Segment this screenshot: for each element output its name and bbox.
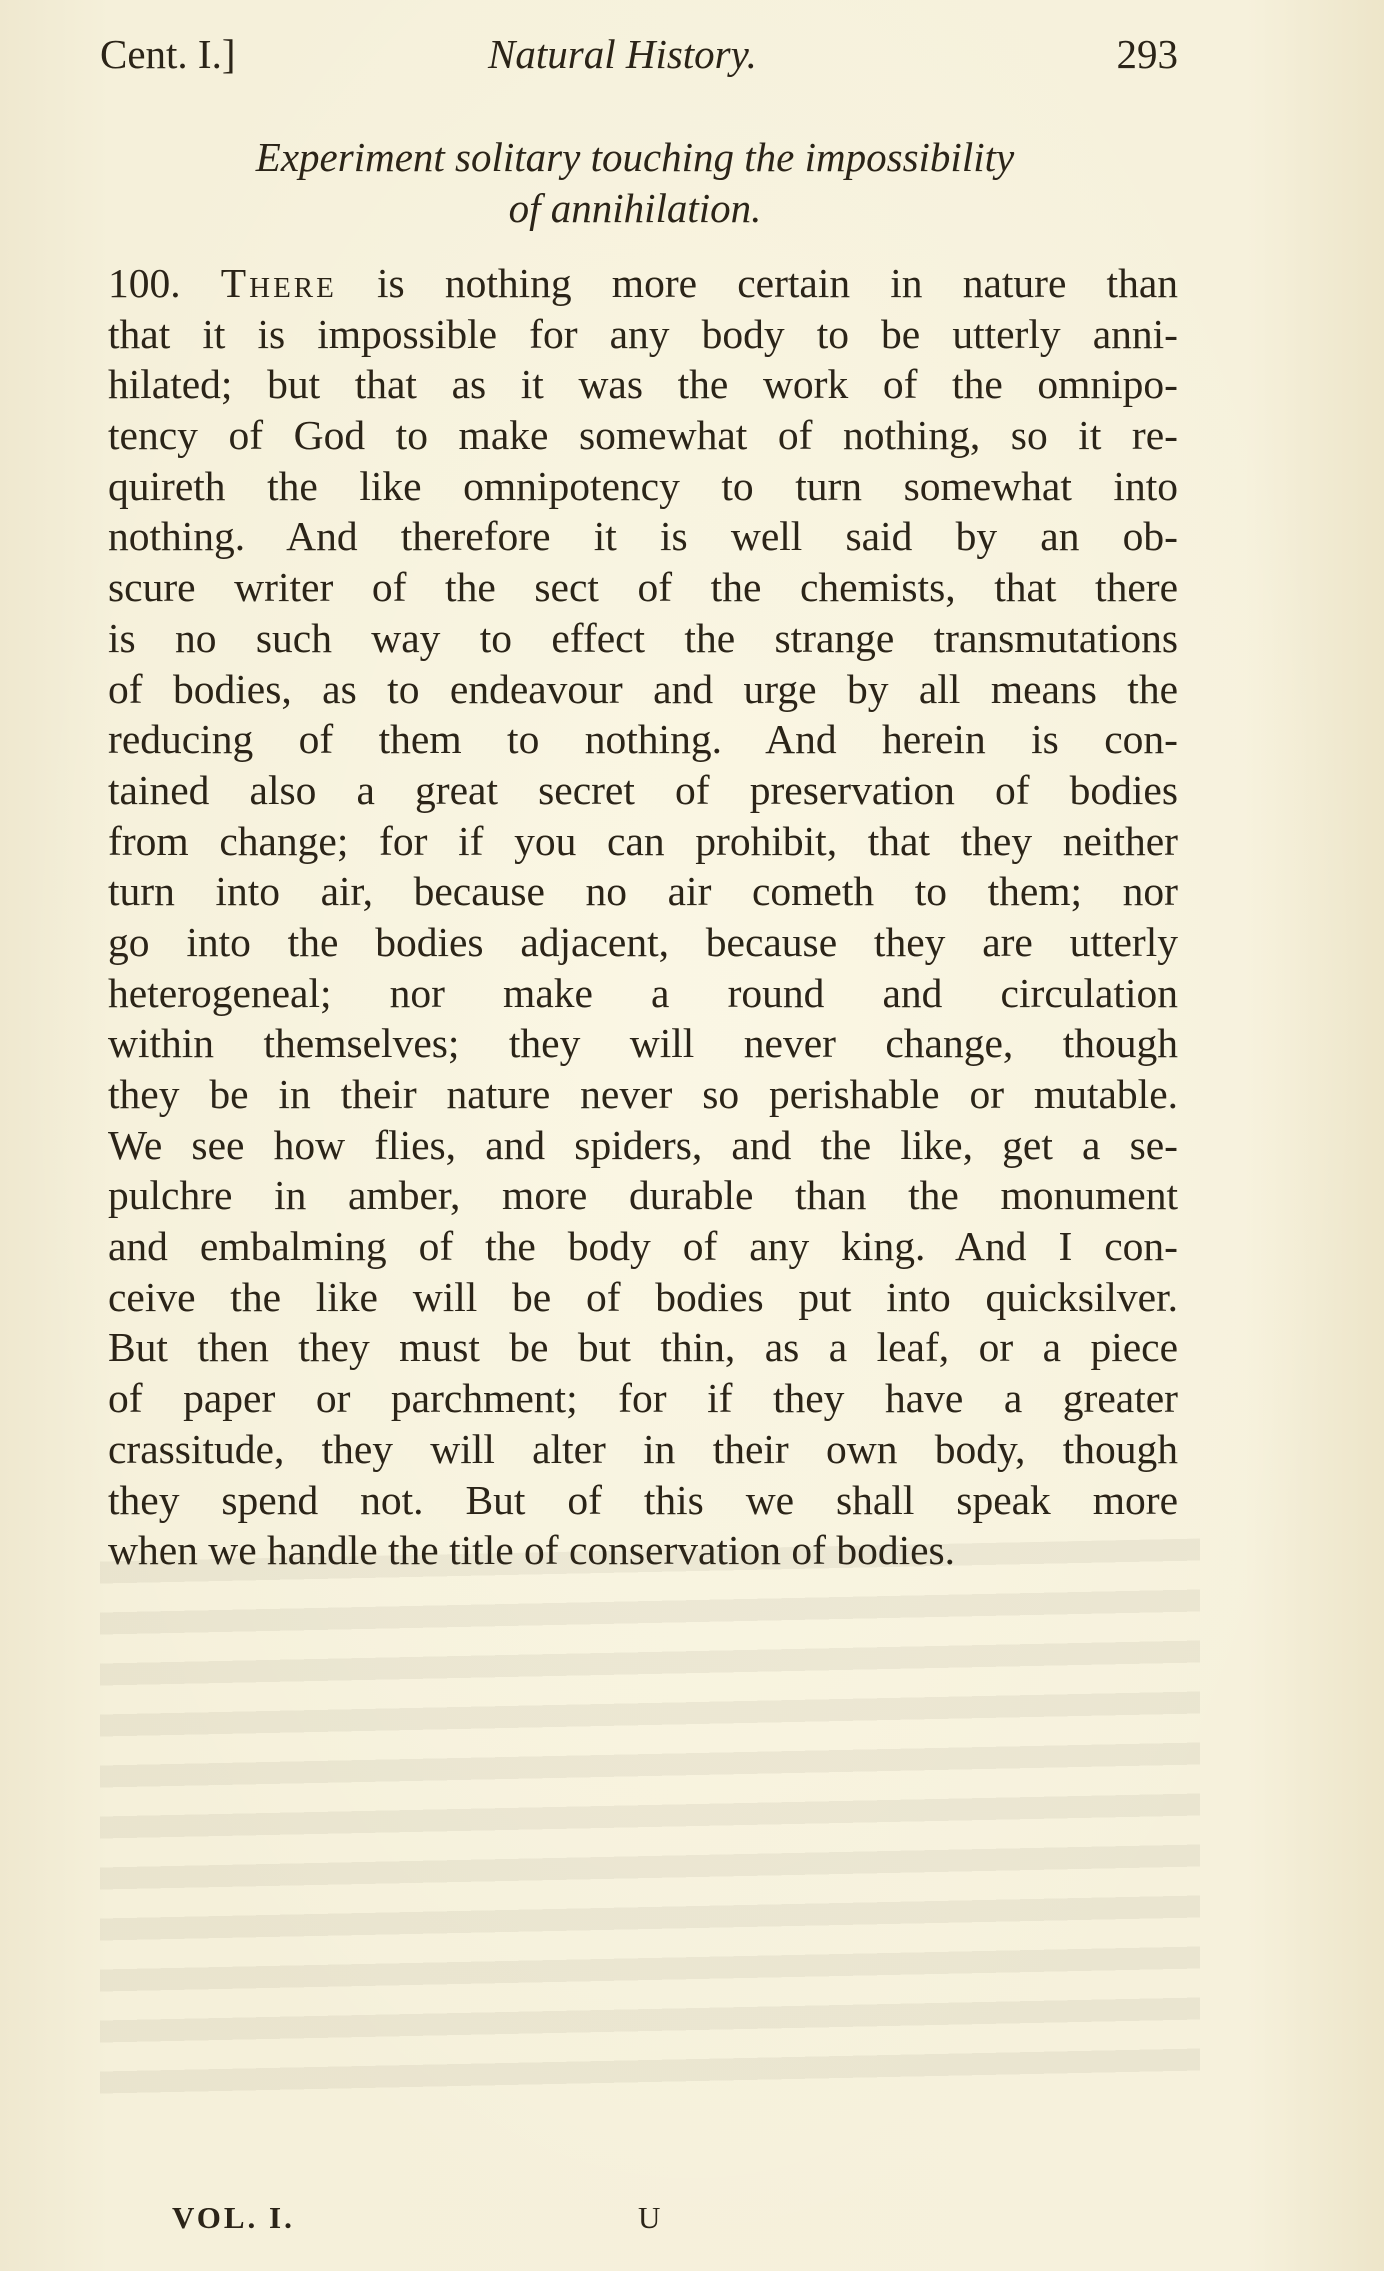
show-through-bleed bbox=[100, 1538, 1200, 2121]
text-line: pulchre in amber, more durable than the monument bbox=[108, 1172, 1178, 1219]
paragraph-100 bbox=[108, 258, 1178, 1576]
section-heading bbox=[110, 132, 1160, 234]
text-line: heterogeneal; nor make a round and circulation bbox=[108, 969, 1178, 1016]
text-line: hilated; but that as it was the work of the omnipo- bbox=[108, 361, 1178, 408]
section-heading-line-1: Experiment solitary touching the impossibility bbox=[255, 134, 1015, 180]
text-line: of bodies, as to endeavour and urge by all means the bbox=[108, 665, 1178, 712]
text-line bbox=[108, 258, 1178, 309]
page-number: 293 bbox=[1116, 31, 1178, 77]
text-line: nothing. And therefore it is well said by an ob- bbox=[108, 513, 1178, 560]
text-line: is no such way to effect the strange transmutations bbox=[108, 614, 1178, 661]
text-line: scure writer of the sect of the chemists, that there bbox=[108, 564, 1178, 611]
page-footer bbox=[172, 2200, 872, 2244]
paragraph-number: 100. bbox=[108, 260, 181, 306]
text-line: that it is impossible for any body to be utterly anni- bbox=[108, 310, 1178, 357]
text-line: turn into air, because no air cometh to them; nor bbox=[108, 868, 1178, 915]
volume-signature: VOL. I. bbox=[172, 2200, 295, 2235]
text-line: from change; for if you can prohibit, that they neither bbox=[108, 817, 1178, 864]
text-line: tained also a great secret of preservation of bodies bbox=[108, 766, 1178, 813]
text-line: tency of God to make somewhat of nothing, so it re- bbox=[108, 412, 1178, 459]
text-line: within themselves; they will never change, though bbox=[108, 1020, 1178, 1067]
text-line: ceive the like will be of bodies put into quicksilver. bbox=[108, 1273, 1178, 1320]
text-line: and embalming of the body of any king. And I con- bbox=[108, 1223, 1178, 1270]
text-line: of paper or parchment; for if they have a greater bbox=[108, 1375, 1178, 1422]
running-head-title: Natural History. bbox=[488, 31, 757, 77]
text-line: We see how flies, and spiders, and the like, get a se- bbox=[108, 1121, 1178, 1168]
text-line: they spend not. But of this we shall speak more bbox=[108, 1476, 1178, 1523]
signature-mark: U bbox=[638, 2200, 661, 2235]
text-line: quireth the like omnipotency to turn somewhat into bbox=[108, 462, 1178, 509]
text-line-last: when we handle the title of conservation of bodies. bbox=[108, 1527, 956, 1574]
text-line: go into the bodies adjacent, because they are utterly bbox=[108, 918, 1178, 965]
text-line-content: is nothing more certain in nature than bbox=[336, 260, 1178, 306]
text-line: But then they must be but thin, as a leaf, or a piece bbox=[108, 1324, 1178, 1371]
section-heading-line-2: of annihilation. bbox=[508, 185, 762, 231]
running-head bbox=[100, 30, 1178, 80]
lead-word: There bbox=[220, 260, 337, 306]
text-line: they be in their nature never so perishable or mutable. bbox=[108, 1071, 1178, 1117]
text-line: crassitude, they will alter in their own body, though bbox=[108, 1425, 1178, 1472]
text-line: reducing of them to nothing. And herein is con- bbox=[108, 716, 1178, 763]
running-head-left: Cent. I.] bbox=[100, 31, 236, 77]
